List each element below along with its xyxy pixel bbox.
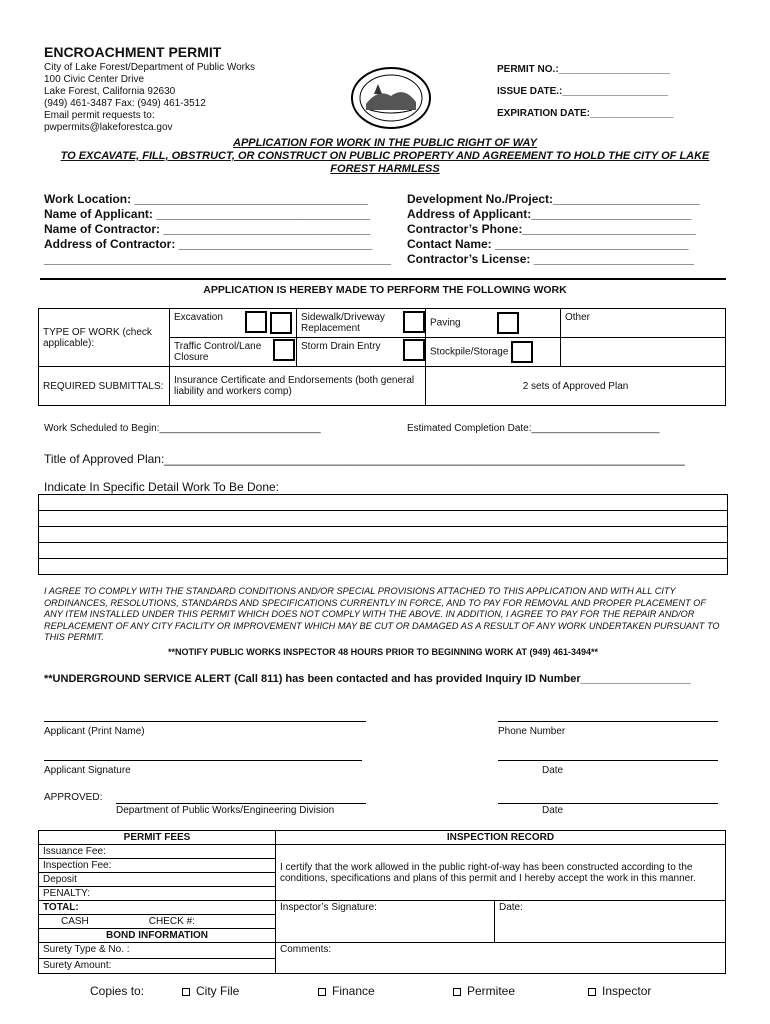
application-heading: APPLICATION FOR WORK IN THE PUBLIC RIGHT OF WAY (233, 137, 537, 149)
surety-amount-field[interactable]: Surety Amount: (39, 958, 276, 974)
checkbox-icon[interactable] (182, 988, 190, 996)
surety-type-field[interactable]: Surety Type & No. : (39, 943, 276, 959)
signature-date-line[interactable] (498, 760, 718, 761)
applicant-fields-left (44, 192, 391, 267)
notify-inspector-text: **NOTIFY PUBLIC WORKS INSPECTOR 48 HOURS PRIOR TO BEGINNING WORK AT (949) 461-3494** (167, 647, 599, 657)
checkbox-icon[interactable] (588, 988, 596, 996)
other-option[interactable] (561, 309, 726, 338)
inspection-record-header: INSPECTION RECORD (276, 831, 726, 845)
traffic-label: Traffic Control/Lane Closure (174, 341, 262, 363)
work-detail-label: Indicate In Specific Detail Work To Be Done: (44, 480, 280, 494)
inspection-date-field[interactable]: Date: (495, 901, 726, 943)
dept-label: Department of Public Works/Engineering Division (116, 805, 335, 816)
copy-city-file[interactable] (182, 984, 239, 998)
permit-fees-header: PERMIT FEES (39, 831, 276, 845)
city-seal-icon (350, 66, 432, 130)
approved-date-line[interactable] (498, 803, 718, 804)
work-detail-lines[interactable] (38, 494, 728, 575)
approved-label: APPROVED: (44, 792, 103, 803)
checkbox-icon[interactable] (318, 988, 326, 996)
penalty-field[interactable]: PENALTY: (39, 887, 276, 901)
development-project-field[interactable]: Development No./Project:______________________ (407, 192, 700, 206)
contractor-address-field-2[interactable]: ____________________________________________________ (44, 252, 392, 266)
storm-label: Storm Drain Entry (301, 341, 381, 352)
signature-date-label: Date (542, 765, 564, 776)
issuance-fee-field[interactable]: Issuance Fee: (39, 845, 276, 859)
copy-label: Permitee (467, 984, 516, 998)
copy-label: Inspector (602, 984, 652, 998)
copy-permitee[interactable] (453, 984, 515, 998)
stockpile-label: Stockpile/Storage (430, 346, 509, 358)
other-label: Other (565, 312, 591, 323)
applicant-address-field[interactable]: Address of Applicant:________________________ (407, 207, 692, 221)
document-title: ENCROACHMENT PERMIT (44, 44, 222, 60)
other-blank (561, 338, 726, 367)
issue-date-field[interactable]: ISSUE DATE.:___________________ (497, 86, 669, 97)
title-approved-plan-field[interactable]: Title of Approved Plan:______________________________________________________________________________ (44, 452, 685, 466)
excavation-box-icon (246, 312, 266, 332)
copies-label: Copies to: (90, 984, 145, 998)
address-line: (949) 461-3487 Fax: (949) 461-3512 (44, 98, 206, 109)
address-line: Lake Forest, California 92630 (44, 86, 176, 97)
check-label[interactable]: CHECK #: (148, 916, 195, 927)
paving-label: Paving (430, 317, 461, 329)
payment-method[interactable] (39, 915, 276, 929)
contact-name-field[interactable]: Contact Name: _____________________________ (407, 237, 689, 251)
approved-date-label: Date (542, 805, 564, 816)
contractor-phone-field[interactable]: Contractor’s Phone:__________________________ (407, 222, 696, 236)
print-name-line[interactable] (44, 721, 366, 722)
work-banner: APPLICATION IS HEREBY MADE TO PERFORM THE FOLLOWING WORK (203, 284, 567, 296)
permit-info (497, 64, 673, 130)
fees-inspection-table (38, 830, 726, 974)
certify-text: I certify that the work allowed in the public right-of-way has been constructed according to the conditions, specifications and plans of this permit and I hereby accept the work in this manner. (276, 845, 726, 901)
print-name-label: Applicant (Print Name) (44, 726, 145, 737)
work-location-field[interactable]: Work Location: ___________________________________ (44, 192, 369, 206)
type-of-work-label: TYPE OF WORK (check applicable): (39, 309, 170, 367)
detail-line[interactable] (38, 494, 728, 511)
copy-label: City File (196, 984, 240, 998)
inspector-signature-field[interactable]: Inspector’s Signature: (276, 901, 495, 943)
phone-label: Phone Number (498, 726, 566, 737)
checkbox-icon[interactable] (453, 988, 461, 996)
excavation-label: Excavation (174, 312, 223, 323)
sidewalk-label: Sidewalk/Driveway Replacement (301, 312, 385, 334)
address-line: pwpermits@lakeforestca.gov (44, 122, 173, 133)
detail-line[interactable] (38, 511, 728, 527)
copy-inspector[interactable] (588, 984, 651, 998)
agency-address (44, 62, 255, 134)
detail-line[interactable] (38, 527, 728, 543)
storm-checkbox[interactable] (404, 340, 424, 360)
applicant-fields-right (407, 192, 700, 267)
underground-service-alert-field[interactable]: **UNDERGROUND SERVICE ALERT (Call 811) has been contacted and has provided Inquiry ID Number__________________ (44, 673, 691, 685)
application-subheading: TO EXCAVATE, FILL, OBSTRUCT, OR CONSTRUCT ON PUBLIC PROPERTY AND AGREEMENT TO HOLD THE CITY OF LAKE FOREST HARMLESS (60, 150, 710, 175)
traffic-checkbox[interactable] (274, 340, 294, 360)
permit-no-field[interactable]: PERMIT NO.:____________________ (497, 64, 670, 75)
address-line: Email permit requests to: (44, 110, 155, 121)
comments-field[interactable]: Comments: (276, 943, 726, 974)
agreement-text: I AGREE TO COMPLY WITH THE STANDARD CONDITIONS AND/OR SPECIAL PROVISIONS ATTACHED TO THIS APPLICATION AND WITH ALL CITY ORDINANCES, RESOLUTIONS, STANDARDS AND SPECIFICATIONS CURRENTLY IN FORCE, AND TO PAY FOR REMOVAL AND PROPER PLACEMENT OF ANY ITEM INSTALLED UNDER THIS PERMIT WHICH DOES NOT COMPLY WITH THE ABOVE. IN ADDITION, I AGREE TO PAY FOR THE REPAIR AND/OR REPLACEMENT OF ANY CITY FACILITY OR IMPROVEMENT WHICH MAY BE CUT OR DAMAGED AS A RESULT OF ANY WORK UNDERTAKEN PURSUANT TO THIS PERMIT. (44, 586, 720, 642)
copy-label: Finance (332, 984, 375, 998)
deposit-field[interactable]: Deposit (39, 873, 276, 887)
contractor-address-field[interactable]: Address of Contractor: _____________________________ (44, 237, 373, 251)
detail-line[interactable] (38, 559, 728, 575)
address-line: City of Lake Forest/Department of Public Works (44, 62, 256, 73)
contractor-name-field[interactable]: Name of Contractor: _______________________________ (44, 222, 371, 236)
required-submittals-label: REQUIRED SUBMITTALS: (39, 367, 170, 406)
signature-label: Applicant Signature (44, 765, 131, 776)
insurance-text: Insurance Certificate and Endorsements (both general liability and workers comp) (170, 367, 426, 406)
copy-finance[interactable] (318, 984, 375, 998)
cash-label[interactable]: CASH (61, 916, 89, 927)
approved-line[interactable] (116, 803, 366, 804)
total-field[interactable]: TOTAL: (39, 901, 276, 915)
inspection-fee-field[interactable]: Inspection Fee: (39, 859, 276, 873)
divider (40, 278, 726, 280)
bond-info-header: BOND INFORMATION (39, 929, 276, 943)
signature-line[interactable] (44, 760, 362, 761)
plans-text: 2 sets of Approved Plan (426, 367, 726, 406)
sidewalk-checkbox[interactable] (404, 312, 424, 332)
phone-line[interactable] (498, 721, 718, 722)
detail-line[interactable] (38, 543, 728, 559)
work-begin-field[interactable]: Work Scheduled to Begin:_____________________________ (44, 423, 321, 434)
checkbox-overlay (244, 310, 534, 368)
completion-date-field[interactable]: Estimated Completion Date:_______________________ (407, 423, 660, 434)
contractor-license-field[interactable]: Contractor’s License: ________________________ (407, 252, 694, 266)
expiration-date-field[interactable]: EXPIRATION DATE:_______________ (497, 108, 674, 119)
applicant-name-field[interactable]: Name of Applicant: ________________________________ (44, 207, 370, 221)
address-line: 100 Civic Center Drive (44, 74, 145, 85)
